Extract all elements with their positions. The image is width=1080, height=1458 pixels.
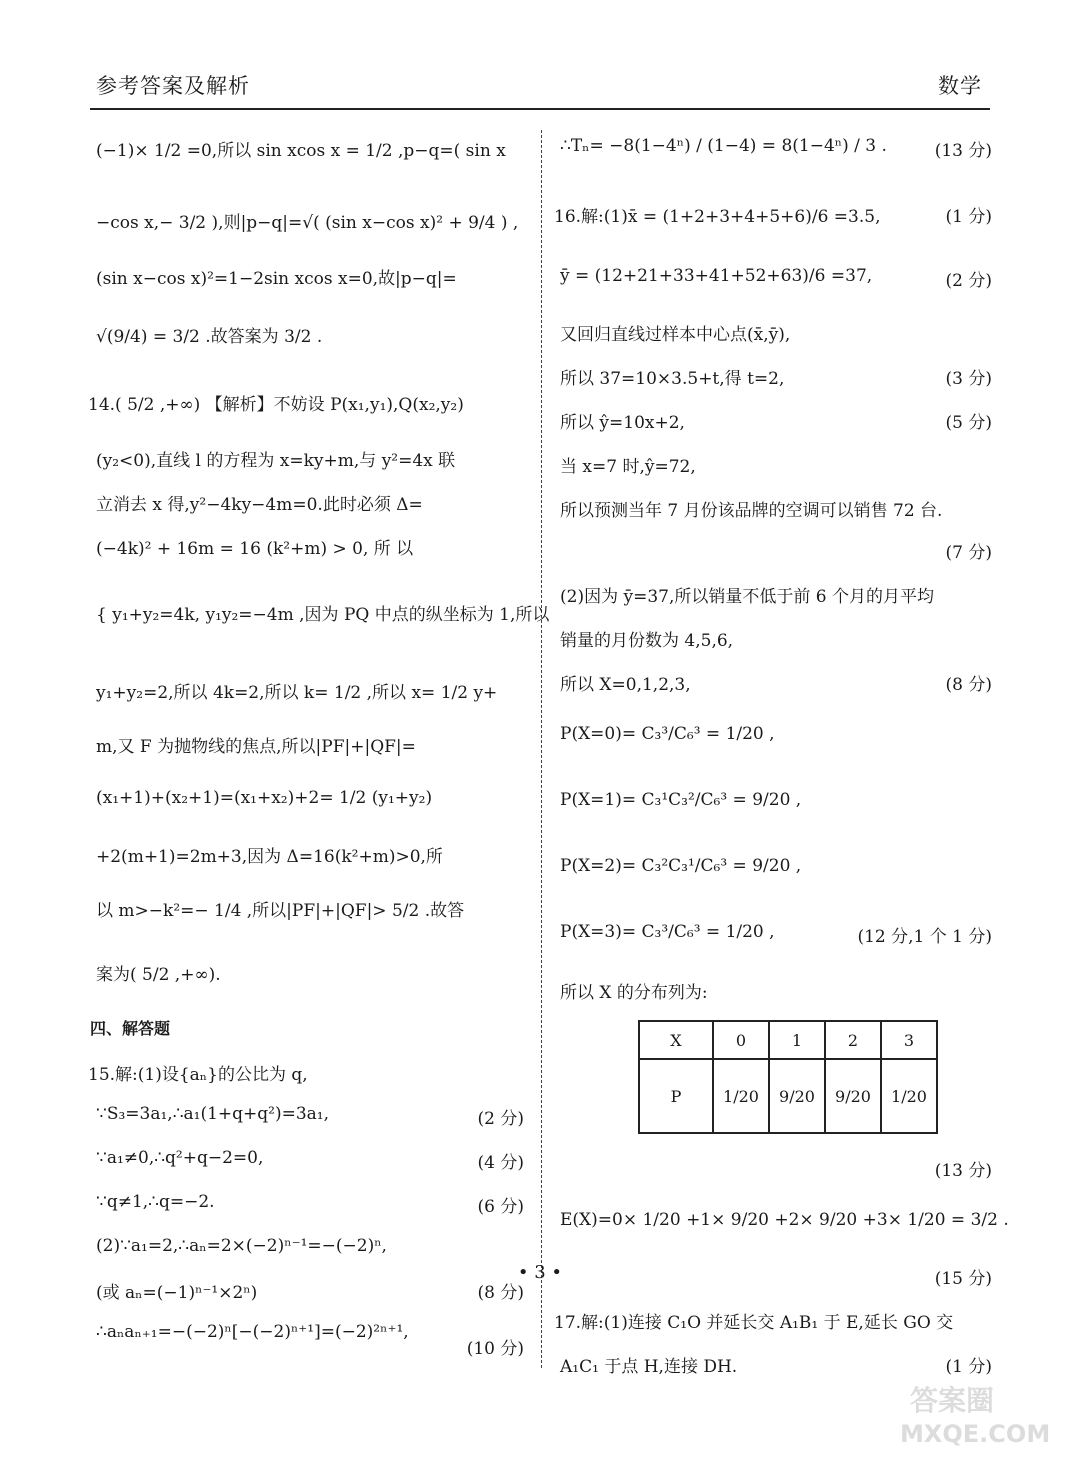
- text-line: m,又 F 为抛物线的焦点,所以|PF|+|QF|=: [96, 737, 416, 757]
- text-line: (−1)× 1/2 =0,所以 sin xcos x = 1/2 ,p−q=( sin x: [96, 141, 506, 161]
- text-line: P(X=3)= C₃³/C₆³ = 1/20 ,: [560, 922, 775, 942]
- text-line: (y₂<0),直线 l 的方程为 x=ky+m,与 y²=4x 联: [96, 451, 456, 471]
- text-line: +2(m+1)=2m+3,因为 Δ=16(k²+m)>0,所: [96, 847, 443, 867]
- text-line: { y₁+y₂=4k, y₁y₂=−4m ,因为 PQ 中点的纵坐标为 1,所以: [96, 605, 550, 625]
- text-line: (−4k)² + 16m = 16 (k²+m) > 0, 所 以: [96, 539, 414, 559]
- text-line: 销量的月份数为 4,5,6,: [560, 631, 734, 651]
- section-heading: 四、解答题: [90, 1019, 171, 1038]
- header-rule: [90, 108, 990, 110]
- text-line: 当 x=7 时,ŷ=72,: [560, 457, 696, 477]
- header-title: 参考答案及解析: [96, 74, 250, 98]
- text-line: 所以 37=10×3.5+t,得 t=2,: [560, 369, 785, 389]
- text-line: 立消去 x 得,y²−4ky−4m=0.此时必须 Δ=: [96, 495, 423, 515]
- table-cell: P: [639, 1059, 713, 1133]
- page-number: • 3 •: [517, 1262, 563, 1283]
- column-divider: [541, 130, 542, 1368]
- table-cell: 1/20: [713, 1059, 769, 1133]
- table-cell: 1: [769, 1021, 825, 1059]
- score-marker: (2 分): [945, 271, 992, 291]
- text-line: ∵q≠1,∴q=−2.: [96, 1192, 215, 1212]
- table-cell: 9/20: [769, 1059, 825, 1133]
- text-line: E(X)=0× 1/20 +1× 9/20 +2× 9/20 +3× 1/20 = 3/2 .: [560, 1210, 1009, 1230]
- score-marker: (10 分): [466, 1339, 524, 1359]
- score-marker: (8 分): [945, 675, 992, 695]
- text-line: −cos x,− 3/2 ),则|p−q|=√( (sin x−cos x)² + 9/4 ) ,: [96, 213, 519, 233]
- text-line: (2)∵a₁=2,∴aₙ=2×(−2)ⁿ⁻¹=−(−2)ⁿ,: [96, 1236, 387, 1256]
- text-line: P(X=2)= C₃²C₃¹/C₆³ = 9/20 ,: [560, 856, 802, 876]
- score-marker: (15 分): [934, 1269, 992, 1289]
- watermark-logo: [890, 1380, 1060, 1450]
- table-cell: 3: [881, 1021, 937, 1059]
- score-marker: (1 分): [945, 207, 992, 227]
- text-line: 17.解:(1)连接 C₁O 并延长交 A₁B₁ 于 E,延长 GO 交: [554, 1313, 954, 1333]
- text-line: 14.( 5/2 ,+∞) 【解析】不妨设 P(x₁,y₁),Q(x₂,y₂): [88, 395, 464, 415]
- text-line: 所以 ŷ=10x+2,: [560, 413, 685, 433]
- score-marker: (2 分): [477, 1109, 524, 1129]
- score-marker: (1 分): [945, 1357, 992, 1377]
- text-line: (sin x−cos x)²=1−2sin xcos x=0,故|p−q|=: [96, 269, 457, 289]
- table-cell: X: [639, 1021, 713, 1059]
- text-line: 15.解:(1)设{aₙ}的公比为 q,: [88, 1065, 308, 1085]
- score-marker: (4 分): [477, 1153, 524, 1173]
- text-line: 以 m>−k²=− 1/4 ,所以|PF|+|QF|> 5/2 .故答: [96, 901, 465, 921]
- score-marker: (3 分): [945, 369, 992, 389]
- score-marker: (5 分): [945, 413, 992, 433]
- text-line: 案为( 5/2 ,+∞).: [96, 965, 221, 985]
- text-line: (2)因为 ȳ=37,所以销量不低于前 6 个月的月平均: [560, 587, 934, 607]
- text-line: 所以 X 的分布列为:: [560, 983, 708, 1003]
- score-marker: (13 分): [934, 141, 992, 161]
- text-line: 又回归直线过样本中心点(x̄,ȳ),: [560, 325, 791, 345]
- header-subject: 数学: [938, 74, 982, 98]
- table-row: [639, 1059, 937, 1133]
- text-line: y₁+y₂=2,所以 4k=2,所以 k= 1/2 ,所以 x= 1/2 y+: [96, 683, 498, 703]
- text-line: (x₁+1)+(x₂+1)=(x₁+x₂)+2= 1/2 (y₁+y₂): [96, 788, 433, 808]
- score-marker: (8 分): [477, 1283, 524, 1303]
- text-line: 所以 X=0,1,2,3,: [560, 675, 691, 695]
- text-line: ∴Tₙ= −8(1−4ⁿ) / (1−4) = 8(1−4ⁿ) / 3 .: [560, 136, 887, 156]
- table-cell: 2: [825, 1021, 881, 1059]
- text-line: √(9/4) = 3/2 .故答案为 3/2 .: [96, 327, 323, 347]
- table-cell: 0: [713, 1021, 769, 1059]
- score-marker: (7 分): [945, 543, 992, 563]
- text-line: P(X=1)= C₃¹C₃²/C₆³ = 9/20 ,: [560, 790, 802, 810]
- table-cell: 9/20: [825, 1059, 881, 1133]
- text-line: ∵S₃=3a₁,∴a₁(1+q+q²)=3a₁,: [96, 1104, 330, 1124]
- text-line: P(X=0)= C₃³/C₆³ = 1/20 ,: [560, 724, 775, 744]
- text-line: (或 aₙ=(−1)ⁿ⁻¹×2ⁿ): [96, 1283, 258, 1303]
- text-line: ∵a₁≠0,∴q²+q−2=0,: [96, 1148, 264, 1168]
- score-marker: (6 分): [477, 1197, 524, 1217]
- table-cell: 1/20: [881, 1059, 937, 1133]
- watermark-text: 答案圈: [910, 1384, 995, 1417]
- text-line: 所以预测当年 7 月份该品牌的空调可以销售 72 台.: [560, 501, 943, 521]
- text-line: ȳ = (12+21+33+41+52+63)/6 =37,: [560, 266, 873, 286]
- text-line: A₁C₁ 于点 H,连接 DH.: [560, 1357, 738, 1377]
- text-line: ∴aₙaₙ₊₁=−(−2)ⁿ[−(−2)ⁿ⁺¹]=(−2)²ⁿ⁺¹,: [96, 1322, 409, 1342]
- score-marker: (13 分): [934, 1161, 992, 1181]
- score-marker: (12 分,1 个 1 分): [857, 927, 992, 947]
- watermark-url: MXQE.COM: [900, 1420, 1051, 1448]
- text-line: 16.解:(1)x̄ = (1+2+3+4+5+6)/6 =3.5,: [554, 207, 881, 227]
- table-row: [639, 1021, 937, 1059]
- distribution-table: [638, 1020, 938, 1134]
